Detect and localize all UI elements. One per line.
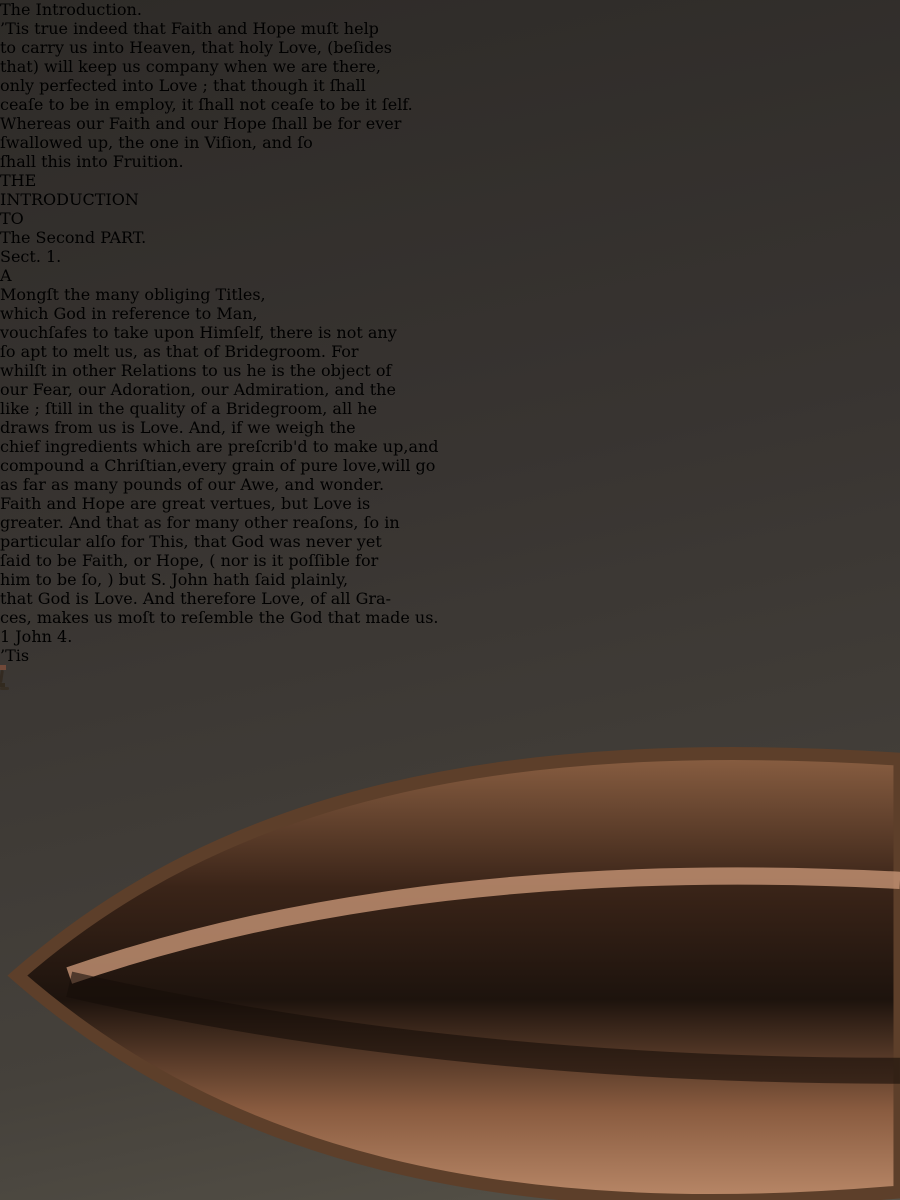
text-line [0,608,900,627]
text-run: Mongſt the many obliging Titles, [0,285,266,304]
text-run: ſaid to be [0,551,82,570]
text-run: us. [409,608,439,627]
text-run: chief [0,437,45,456]
italic-text-run: object [321,361,371,380]
ghost-line: ſwallowed up, the one in Viſion, and ſo [0,133,313,152]
italic-text-run: God [289,608,323,627]
italic-text-run: other [244,513,288,532]
italic-text-run: make up [333,437,404,456]
italic-text-run: weigh [275,418,325,437]
text-run: of [370,361,392,380]
ghost-line: only perfected into Love ; that though it ſhall [0,76,366,95]
italic-text-run: Love [261,589,300,608]
italic-text-run: This [149,532,184,551]
text-line [0,589,900,608]
verso-page-edge [0,196,76,1086]
text-run: , ( nor is it poſſible for [199,551,379,570]
italic-text-run: Adoration [110,380,191,399]
text-run: reaſons, ſo in [287,513,400,532]
text-run: , our [67,380,111,399]
text-run: is [351,494,371,513]
section-label: Sect. 1. [0,247,62,266]
text-run: ,will go [376,456,436,475]
text-line [0,551,900,570]
italic-text-run: Admiration [233,380,325,399]
text-line [0,361,900,380]
ghost-line: ſhall this into Fruition. [0,152,184,171]
italic-text-run: pounds [123,475,182,494]
text-run: particular alſo for [0,532,150,551]
printed-text-layer [0,171,900,690]
italic-text-run: God [53,304,87,323]
italic-text-run: grain [231,456,275,475]
drop-cap: A [0,266,12,285]
text-run: . And therefore [132,589,262,608]
margin-note: 1 John 4. [0,627,73,646]
catchword: ’Tis [0,646,30,665]
italic-text-run: God is Love [37,589,133,608]
text-run: us, as that of [109,342,225,361]
text-run: draws from us is [0,418,140,437]
italic-text-run: Faith [81,551,124,570]
italic-text-run: John [171,570,208,589]
italic-text-run: wonder [319,475,379,494]
italic-text-run: Faith [0,494,42,513]
italic-text-run: ingredients [44,437,138,456]
text-run: , [252,304,258,323]
book-clasp [0,690,900,1200]
text-line [0,418,900,437]
italic-text-run: God [231,532,265,551]
text-run: that [0,589,38,608]
title-second-part-caps: PART. [100,228,147,247]
text-run: yet [351,532,382,551]
text-line [0,456,900,475]
italic-text-run: Bridegroom [225,399,323,418]
text-run: ces, [0,608,37,627]
text-run: which [0,304,54,323]
text-run: ,and [403,437,439,456]
italic-text-run: Awe [240,475,275,494]
text-run: a [84,456,105,475]
text-run: Relations to us he is the [115,361,322,380]
ghost-line: The Introduction. [0,0,142,19]
text-run: of [274,456,301,475]
text-run: to [307,437,334,456]
text-run: ſo apt to [0,342,74,361]
text-run: that [322,608,366,627]
text-run: , that [183,532,232,551]
text-run: vouchſafes to take upon Himſelf, there is not any [0,323,397,342]
text-run: which are [137,437,228,456]
text-line [0,475,900,494]
text-run: , and the [324,380,396,399]
title-introduction: INTRODUCTION [0,190,139,209]
text-run: . And, if we [178,418,276,437]
text-run: like ; ſtill in the quality of a [0,399,226,418]
text-run: . [378,475,385,494]
italic-text-run: Love [313,494,352,513]
text-run: For [325,342,359,361]
text-line [0,437,900,456]
text-line [0,494,900,513]
italic-text-run: Love [139,418,179,437]
text-run: whilſt in [0,361,73,380]
text-line [0,399,900,418]
text-run: him to be ſo, ) but S. [0,570,172,589]
ghost-line: to carry us into Heaven, that holy Love, (beſides [0,38,393,57]
italic-text-run: reſemble [180,608,254,627]
italic-text-run: great [161,494,206,513]
ghost-line: that) will keep us company when we are there, [0,57,381,76]
text-run: as far as many [0,475,124,494]
ghost-line: ’Tis true indeed that Faith and Hope muſt help [0,19,379,38]
ghost-line: ceaſe to be in employ, it ſhall not ceaſe to be it ſelf. [0,95,413,114]
text-run: was [264,532,306,551]
text-run: us moſt to [88,608,181,627]
italic-text-run: Chriſtian [104,456,177,475]
body-text [0,323,900,627]
opening-line [0,304,900,323]
italic-text-run: Man [216,304,253,323]
italic-text-run: makes [36,608,89,627]
italic-text-run: never [305,532,352,551]
text-run: the [253,608,290,627]
text-line [0,342,900,361]
text-run: vertues, but [205,494,314,513]
title-second-part [0,228,900,247]
text-run: . And that as for many [58,513,245,532]
text-run: in reference to [86,304,217,323]
text-run: are [124,494,162,513]
italic-text-run: Hope [81,494,125,513]
text-line [0,570,900,589]
ghost-line: Whereas our Faith and our Hope ſhall be for ever [0,114,402,133]
italic-text-run: Bridegroom. [224,342,326,361]
title-the: THE [0,171,37,190]
show-through-text [0,0,900,171]
italic-text-run: Fear [32,380,68,399]
italic-text-run: made [365,608,410,627]
text-run: hath ſaid plainly, [207,570,349,589]
text-run: and [41,494,82,513]
italic-text-run: melt [73,342,110,361]
text-run: of our [181,475,241,494]
italic-text-run: compound [0,456,85,475]
title-to: TO [0,209,24,228]
text-line [0,323,900,342]
text-run: , or [123,551,156,570]
italic-text-run: preſcrib'd [227,437,308,456]
text-line [0,513,900,532]
title-second-part-italic: The Second [0,228,101,247]
text-line [0,380,900,399]
italic-text-run: pure love [300,456,377,475]
text-run: , and [274,475,320,494]
text-run: , our [190,380,234,399]
italic-text-run: other [72,361,116,380]
text-run: , of all Gra- [299,589,391,608]
text-line [0,532,900,551]
opening-line [0,285,900,304]
text-run: ,every [176,456,232,475]
italic-text-run: greater [0,513,59,532]
text-run: , all he [322,399,378,418]
italic-text-run: Hope [155,551,200,570]
text-run: the [324,418,356,437]
text-run: our [0,380,33,399]
